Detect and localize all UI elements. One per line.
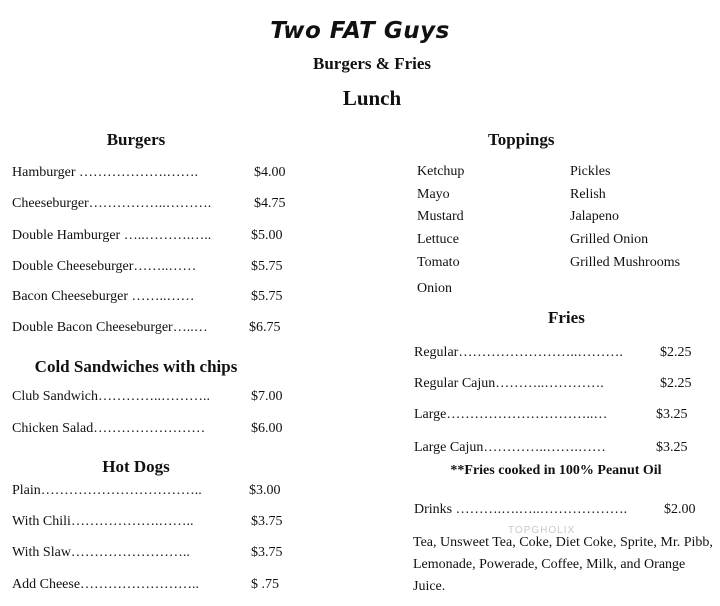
menu-item-price: $2.25 [660, 376, 692, 391]
menu-item-name: Large Cajun…………..…….…… [414, 440, 606, 455]
topping-item: Pickles [570, 164, 611, 179]
menu-item-name: Cheeseburger……………..………. [12, 196, 212, 211]
menu-item-name: Double Hamburger …..……….….. [12, 228, 212, 243]
menu-item-name: Chicken Salad…………………… [12, 421, 206, 436]
menu-item-price: $5.75 [251, 289, 283, 304]
restaurant-name: Two FAT Guys [270, 18, 450, 44]
drinks-price: $2.00 [664, 502, 696, 517]
fries-heading: Fries [548, 308, 585, 327]
topping-item: Onion [417, 281, 452, 296]
menu-item-price: $3.75 [251, 514, 283, 529]
cold-sandwiches-heading: Cold Sandwiches with chips [34, 357, 238, 376]
topping-item: Tomato [417, 255, 460, 270]
hot-dogs-heading: Hot Dogs [102, 457, 170, 476]
menu-item-price: $ .75 [251, 577, 279, 592]
topping-item: Jalapeno [570, 209, 619, 224]
menu-item-price: $3.75 [251, 545, 283, 560]
menu-item-price: $3.25 [656, 407, 688, 422]
menu-item-price: $3.00 [249, 483, 281, 498]
topping-item: Ketchup [417, 164, 465, 179]
menu-item-name: Plain…………………………….. [12, 483, 202, 498]
topping-item: Lettuce [417, 232, 459, 247]
menu-item-name: Regular Cajun………..…………. [414, 376, 604, 391]
menu-item-name: Hamburger ……………….……. [12, 165, 198, 180]
menu-item-price: $5.00 [251, 228, 283, 243]
menu-item-name: Large…………………………..… [414, 407, 608, 422]
topping-item: Grilled Onion [570, 232, 649, 247]
menu-item-name: Add Cheese…………………….. [12, 577, 200, 592]
menu-item-price: $6.00 [251, 421, 283, 436]
topping-item: Mustard [417, 209, 464, 224]
menu-item-price: $5.75 [251, 259, 283, 274]
menu-item-price: $4.75 [254, 196, 286, 211]
topping-item: Mayo [417, 187, 450, 202]
topping-item: Grilled Mushrooms [570, 255, 681, 270]
menu-item-price: $6.75 [249, 320, 281, 335]
burgers-heading: Burgers [106, 130, 166, 149]
drinks-label: Drinks ……….….…..………………. [414, 502, 628, 517]
menu-item-price: $7.00 [251, 389, 283, 404]
menu-item-name: With Chili……………….…….. [12, 514, 194, 529]
meal-title: Lunch [342, 86, 402, 110]
fries-note: **Fries cooked in 100% Peanut Oil [450, 463, 662, 478]
menu-item-name: Double Bacon Cheeseburger…..… [12, 320, 208, 335]
restaurant-subtitle: Burgers & Fries [312, 54, 432, 73]
topping-item: Relish [570, 187, 606, 202]
menu-item-name: Club Sandwich…………..……….. [12, 389, 210, 404]
menu-item-name: Bacon Cheeseburger ……..…… [12, 289, 195, 304]
menu-item-price: $3.25 [656, 440, 688, 455]
menu-item-price: $4.00 [254, 165, 286, 180]
drinks-list: Tea, Unsweet Tea, Coke, Diet Coke, Sprite, Mr. Pibb, Lemonade, Powerade, Coffee, Milk, and Orange Juice. [413, 535, 713, 594]
menu-item-name: Regular……………………..………. [414, 345, 623, 360]
watermark-text: TOPGHOLIX [508, 525, 576, 536]
menu-item-price: $2.25 [660, 345, 692, 360]
toppings-heading: Toppings [488, 130, 555, 149]
menu-item-name: With Slaw…………………….. [12, 545, 190, 560]
menu-item-name: Double Cheeseburger……..…… [12, 259, 197, 274]
